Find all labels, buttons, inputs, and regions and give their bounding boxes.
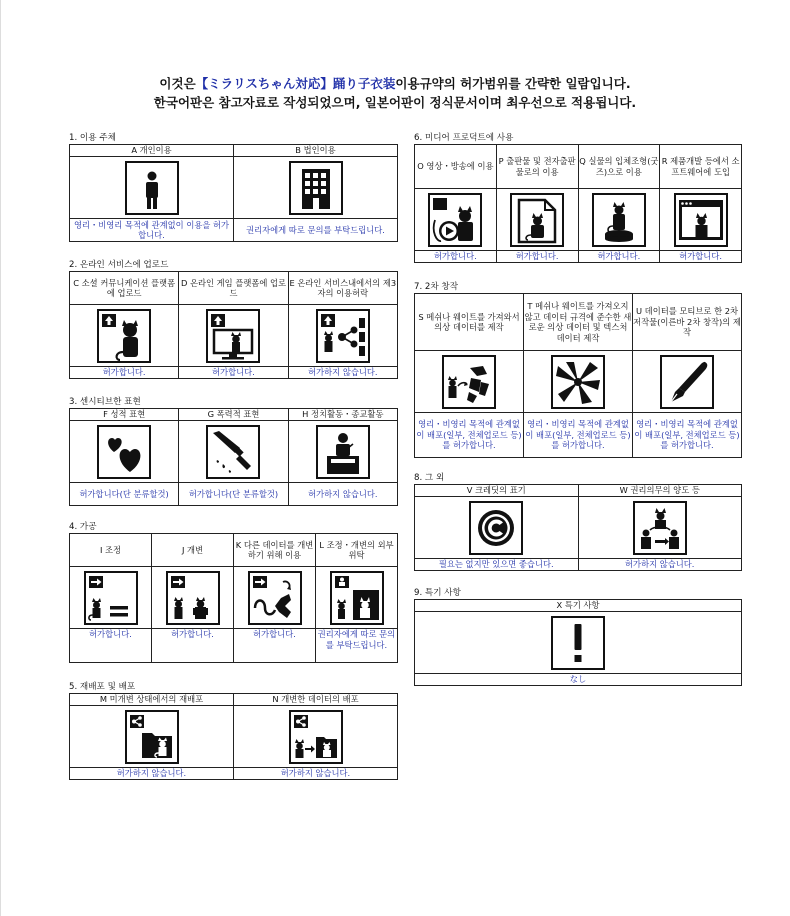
item-result: 영리・비영리 목적에 관계없이 이용을 허가합니다. xyxy=(70,219,234,242)
section-title: 1. 이용 주체 xyxy=(69,133,116,143)
new-texture-icon xyxy=(524,354,632,410)
office-building-icon xyxy=(234,160,397,216)
item-result: 허가합니다. xyxy=(496,251,578,263)
item-result: 영리・비영리 목적에 관계없이 배포(일부, 전체업로드 등)를 허가합니다. xyxy=(415,413,524,458)
item-result: 필요는 없지만 있으면 좋습니다. xyxy=(415,559,579,571)
item-result: 허가합니다. xyxy=(152,629,234,663)
adjust-equal-icon xyxy=(70,570,151,626)
item-header: T 메쉬나 웨이트를 가져오지 않고 데이터 규격에 준수한 새로운 의상 데이터 및 텍스처 데이터 제작 xyxy=(524,294,633,351)
section-processing xyxy=(69,522,398,663)
podium-speaker-icon xyxy=(289,424,397,480)
item-result: 허가합니다. xyxy=(660,251,742,263)
item-header: A 개인이용 xyxy=(70,145,234,157)
title-prefix: 이것은 xyxy=(159,76,196,91)
item-header: B 법인이용 xyxy=(234,145,398,157)
section-title: 9. 특기 사항 xyxy=(414,588,461,598)
video-play-icon xyxy=(415,192,496,248)
pen-nib-icon xyxy=(633,354,741,410)
item-header: U 데이터를 모티브로 한 2차 저작물(이른바 2차 창작)의 제작 xyxy=(633,294,742,351)
item-result: 허가합니다. xyxy=(179,367,288,379)
upload-avatar-icon xyxy=(70,308,178,364)
item-header: V 크레딧의 표기 xyxy=(415,485,579,497)
item-header: L 조정・개변의 외부위탁 xyxy=(316,534,398,567)
section-sensitive-expression xyxy=(69,397,398,506)
share-modified-icon xyxy=(234,709,397,765)
item-result: 허가하지 않습니다. xyxy=(578,559,742,571)
section-derivative-works xyxy=(414,282,742,458)
person-icon xyxy=(70,160,233,216)
mesh-transfer-icon xyxy=(415,354,523,410)
item-header: D 온라인 게임 플랫폼에 업로드 xyxy=(179,272,288,305)
parts-transfer-icon xyxy=(234,570,315,626)
item-result: 영리・비영리 목적에 관계없이 배포(일부, 전체업로드 등)를 허가합니다. xyxy=(524,413,633,458)
rights-transfer-icon xyxy=(579,500,742,556)
exclamation-icon xyxy=(415,615,741,671)
item-result: 허가하지 않습니다. xyxy=(288,367,397,379)
page-subtitle: 한국어판은 참고자료로 작성되었으며, 일본어판이 정식문서이며 최우선으로 적용됩니다. xyxy=(153,95,637,110)
section-other xyxy=(414,473,742,571)
upload-monitor-icon xyxy=(179,308,287,364)
title-suffix: 이용규약의 허가범위를 간략한 일람입니다. xyxy=(395,76,631,91)
item-result: 허가합니다(단 분류할것) xyxy=(179,483,288,506)
item-header: E 온라인 서비스내에서의 제3자의 이용허락 xyxy=(288,272,397,305)
item-header: G 폭력적 표현 xyxy=(179,409,288,421)
item-header: O 영상・방송에 이용 xyxy=(415,145,497,189)
section-title: 2. 온라인 서비스에 업로드 xyxy=(69,260,169,270)
section-special-notes xyxy=(414,588,742,686)
item-header: X 특기 사항 xyxy=(415,600,742,612)
item-header: K 다른 데이터를 개변하기 위해 이용 xyxy=(234,534,316,567)
item-result: 허가하지 않습니다. xyxy=(70,768,234,780)
item-result: 허가합니다. xyxy=(234,629,316,663)
hearts-icon xyxy=(70,424,178,480)
section-title: 8. 그 외 xyxy=(414,473,445,483)
section-redistribution xyxy=(69,682,398,780)
outsource-icon xyxy=(316,570,397,626)
item-result: 권리자에게 따로 문의를 부탁드립니다. xyxy=(316,629,398,663)
item-header: I 조정 xyxy=(70,534,152,567)
item-header: N 개변한 데이터의 배포 xyxy=(234,694,398,706)
section-title: 5. 재배포 및 배포 xyxy=(69,682,136,692)
figure-stand-icon xyxy=(579,192,660,248)
item-result: 허가합니다. xyxy=(70,367,179,379)
upload-share-icon xyxy=(289,308,397,364)
item-header: C 소셜 커뮤니케이션 플랫폼에 업로드 xyxy=(70,272,179,305)
item-header: H 정치활동・종교활동 xyxy=(288,409,397,421)
section-title: 4. 가공 xyxy=(69,522,97,532)
software-window-icon xyxy=(660,192,741,248)
modify-avatars-icon xyxy=(152,570,233,626)
share-folder-icon xyxy=(70,709,233,765)
item-result: 허가합니다. xyxy=(415,251,497,263)
item-header: Q 실물의 입체조형(굿즈)으로 이용 xyxy=(578,145,660,189)
item-header: S 메쉬나 웨이트를 가져와서 의상 데이터를 제작 xyxy=(415,294,524,351)
item-result: 허가하지 않습니다. xyxy=(234,768,398,780)
item-result: なし xyxy=(415,674,742,686)
item-result: 허가하지 않습니다. xyxy=(288,483,397,506)
item-result: 허가합니다. xyxy=(70,629,152,663)
bloody-knife-icon xyxy=(179,424,287,480)
page-title xyxy=(0,74,790,94)
section-online-upload xyxy=(69,260,398,379)
section-title: 3. 센시티브한 표현 xyxy=(69,397,141,407)
item-result: 허가합니다. xyxy=(578,251,660,263)
copyright-icon xyxy=(415,500,578,556)
section-usage-subject xyxy=(69,133,398,242)
item-result: 영리・비영리 목적에 관계없이 배포(일부, 전체업로드 등)를 허가합니다. xyxy=(633,413,742,458)
item-result: 권리자에게 따로 문의를 부탁드립니다. xyxy=(234,219,398,242)
item-header: M 미개변 상태에서의 재배포 xyxy=(70,694,234,706)
section-title: 7. 2차 창작 xyxy=(414,282,459,292)
item-result: 허가합니다(단 분류할것) xyxy=(70,483,179,506)
item-header: P 출판물 및 전자출판물로의 이용 xyxy=(496,145,578,189)
item-header: W 권리의무의 양도 등 xyxy=(578,485,742,497)
item-header: J 개변 xyxy=(152,534,234,567)
section-media-products xyxy=(414,133,742,263)
title-product-name: 【ミラリスちゃん対応】踊り子衣装 xyxy=(195,76,396,91)
document-print-icon xyxy=(497,192,578,248)
item-header: R 제품개발 등에서 소프트웨어에 도입 xyxy=(660,145,742,189)
item-header: F 성적 표현 xyxy=(70,409,179,421)
section-title: 6. 미디어 프로덕트에 사용 xyxy=(414,133,514,143)
page-edge-line xyxy=(0,0,1,916)
